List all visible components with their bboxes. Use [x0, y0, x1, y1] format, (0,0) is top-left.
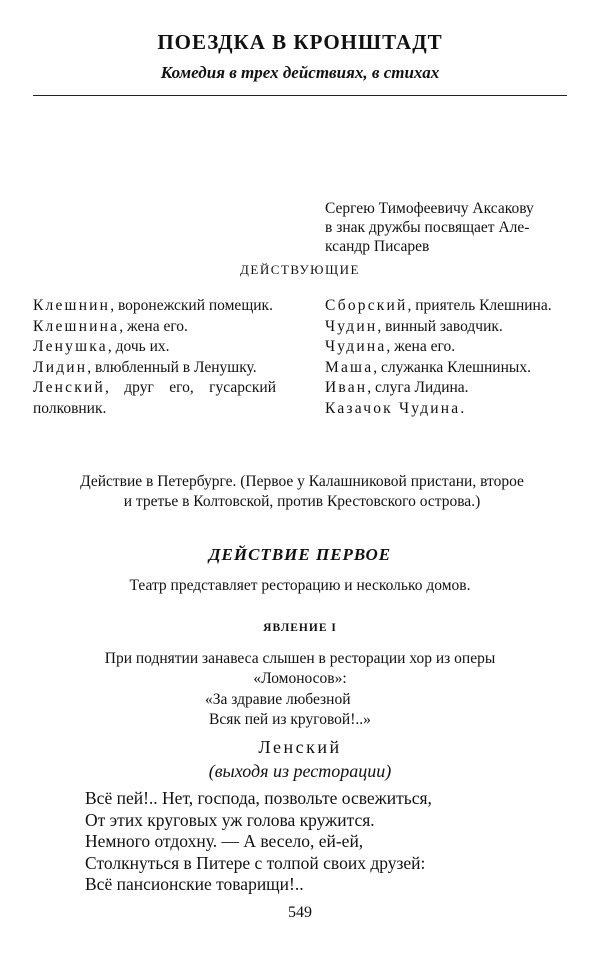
role-name: Чудин: [325, 317, 378, 335]
setting-line: Действие в Петербурге. (Первое у Калашниковой пристани, второе: [80, 473, 524, 490]
act-title: ДЕЙСТВИЕ ПЕРВОЕ: [208, 545, 392, 564]
verse-line: От этих круговых уж голова кружится.: [85, 809, 375, 830]
role-description: , жена его.: [119, 317, 188, 335]
dedication: [325, 199, 575, 256]
dedication-line: Сергею Тимофеевичу Аксакову: [325, 200, 534, 217]
cast-role: [33, 358, 276, 379]
role-description: , друг его, гусарский полковник.: [33, 379, 276, 417]
cast-role: [325, 296, 570, 317]
role-description: , дочь их.: [107, 338, 170, 355]
cast-role: [33, 296, 276, 317]
role-name: Клешнин: [33, 297, 111, 314]
role-description: , воронежский помещик.: [110, 297, 273, 314]
speaker-name: Ленский: [258, 737, 342, 757]
cast-role: [325, 337, 570, 358]
cast-role: [33, 337, 276, 358]
title-rule: [33, 95, 567, 96]
page-number: 549: [288, 904, 312, 921]
dedication-line: в знак дружбы посвящает Але-: [325, 219, 530, 236]
role-description: , винный заводчик.: [377, 317, 503, 335]
verse-line: Всё пансионские товарищи!..: [85, 874, 304, 894]
role-name: Ленушка: [33, 338, 108, 355]
role-name: Казачок Чудина: [325, 399, 461, 417]
stage-direction: Театр представляет ресторацию и несколько домов.: [129, 577, 471, 594]
cast-role: [325, 399, 570, 420]
role-name: Лидин: [33, 358, 88, 376]
role-description: , служанка Клешниных.: [373, 358, 531, 376]
play-title: ПОЕЗДКА В КРОНШТАДТ: [157, 30, 443, 54]
dramatis-personae-heading: ДЕЙСТВУЮЩИЕ: [240, 262, 360, 277]
verse-line: Столкнуться в Питере с толпой своих друзей:: [85, 852, 426, 873]
setting-line: и третье в Колтовской, против Крестовского острова.): [123, 493, 481, 510]
role-description: , жена его.: [386, 338, 456, 355]
cast-list-left: [33, 296, 276, 419]
stage-direction-line: При поднятии занавеса слышен в ресторации хор из оперы: [104, 650, 496, 667]
cast-list-right: [325, 296, 570, 419]
dedication-line: ксандр Писарев: [325, 238, 430, 255]
cast-role: [33, 317, 276, 338]
chorus-line: «За здравие любезной: [205, 691, 351, 708]
role-description: , приятель Клешнина.: [407, 297, 552, 314]
role-name: Чудина: [325, 338, 387, 355]
role-description: , слуга Лидина.: [367, 379, 469, 396]
scene-title: ЯВЛЕНИЕ I: [263, 622, 337, 634]
chorus-line: Всяк пей из круговой!..»: [209, 711, 371, 728]
role-name: Клешнина: [33, 317, 120, 335]
role-name: Иван: [325, 379, 368, 396]
cast-role: [325, 378, 570, 399]
role-description: , влюбленный в Ленушку.: [87, 358, 257, 376]
verse-line: Немного отдохну. — А весело, ей-ей,: [85, 831, 364, 851]
play-subtitle: Комедия в трех действиях, в стихах: [160, 63, 440, 82]
chorus-quote: [205, 690, 465, 730]
setting-note: [33, 472, 571, 512]
stage-direction-2: [0, 649, 600, 689]
role-description: .: [460, 399, 465, 417]
verse-line: Всё пей!.. Нет, господа, позвольте освежиться,: [85, 788, 432, 808]
cast-role: [33, 378, 276, 419]
stage-direction-line: «Ломоносов»:: [253, 670, 347, 687]
speaker-direction: (выходя из ресторации): [208, 761, 392, 781]
role-name: Ленский: [33, 379, 105, 396]
role-name: Сборский: [325, 297, 408, 314]
role-name: Маша: [325, 358, 374, 376]
verse-block: [85, 788, 555, 896]
cast-role: [325, 358, 570, 379]
cast-role: [325, 317, 570, 338]
